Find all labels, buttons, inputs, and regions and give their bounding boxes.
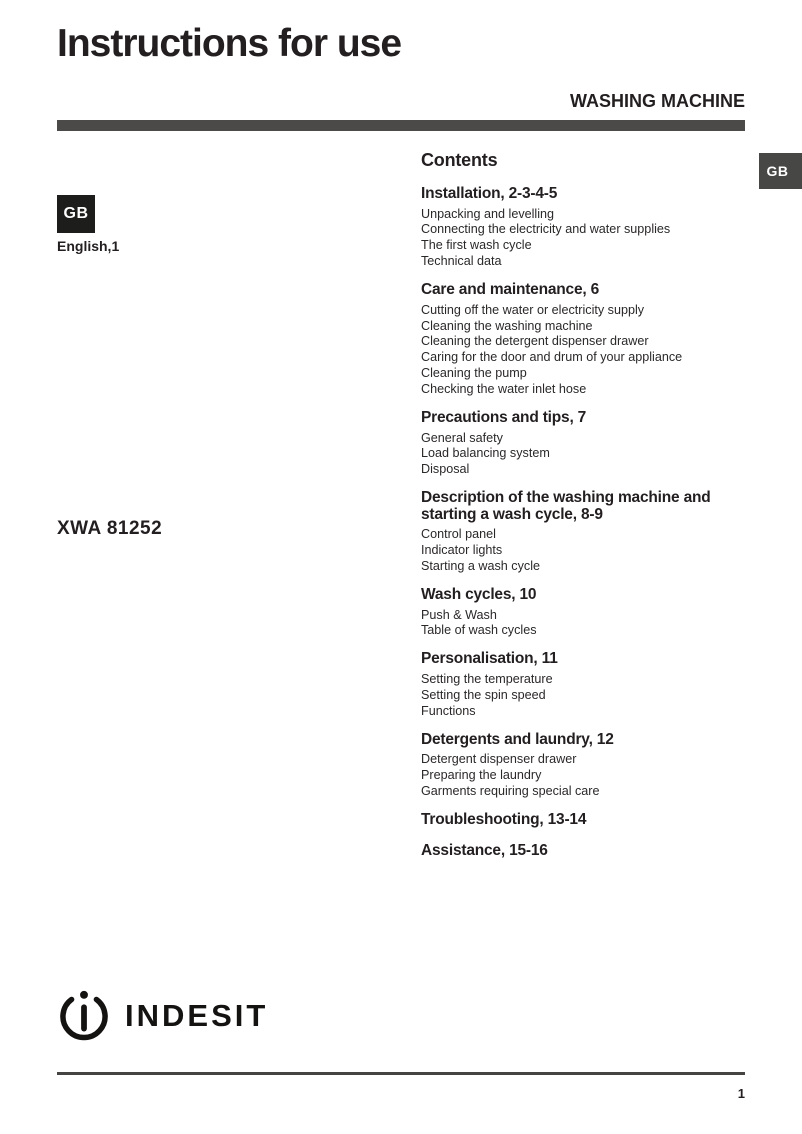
toc-section-8 xyxy=(421,843,751,860)
footer-divider-rule xyxy=(57,1072,745,1075)
side-tab-gb: GB xyxy=(759,153,802,189)
page-number: 1 xyxy=(737,1086,745,1101)
toc-section-title: Personalisation, 11 xyxy=(421,650,558,668)
toc-section-title: Assistance, 15-16 xyxy=(421,842,548,860)
toc-sections xyxy=(421,186,751,860)
toc-item: Control panel xyxy=(421,527,496,542)
toc-section-1 xyxy=(421,282,751,398)
toc-item-list xyxy=(421,303,751,398)
contents-heading: Contents xyxy=(421,150,498,170)
toc-item-list xyxy=(421,431,751,479)
toc-section-7 xyxy=(421,812,751,829)
toc-item-list xyxy=(421,608,751,640)
doc-subtitle: WASHING MACHINE xyxy=(570,91,745,111)
language-badge-gb: GB xyxy=(57,195,95,233)
toc-item: The first wash cycle xyxy=(421,238,532,253)
toc-item: Detergent dispenser drawer xyxy=(421,752,577,767)
toc-item-list xyxy=(421,672,751,720)
toc-section-3 xyxy=(421,490,751,575)
model-number: XWA 81252 xyxy=(57,518,163,539)
toc-section-title: Care and maintenance, 6 xyxy=(421,281,600,299)
toc-section-5 xyxy=(421,651,751,719)
toc-item: Functions xyxy=(421,703,476,718)
toc-item: Cleaning the pump xyxy=(421,366,527,381)
toc-item: Starting a wash cycle xyxy=(421,559,540,574)
toc-item-list xyxy=(421,752,751,800)
toc-section-title: Wash cycles, 10 xyxy=(421,586,537,603)
toc-item-list xyxy=(421,527,751,575)
toc-item: Setting the spin speed xyxy=(421,687,546,702)
toc-item: Load balancing system xyxy=(421,446,550,461)
page-title: Instructions for use xyxy=(57,22,402,65)
brand-logo xyxy=(55,983,268,1043)
brand-name: INDESIT xyxy=(125,998,269,1033)
toc-section-title: Installation, 2-3-4-5 xyxy=(421,185,558,202)
table-of-contents xyxy=(421,150,751,875)
toc-item: Connecting the electricity and water supplies xyxy=(421,222,671,237)
toc-item: Unpacking and levelling xyxy=(421,206,555,221)
toc-item: Push & Wash xyxy=(421,607,497,622)
toc-item: Preparing the laundry xyxy=(421,767,542,782)
toc-item: Disposal xyxy=(421,462,470,477)
toc-section-2 xyxy=(421,410,751,478)
toc-item: General safety xyxy=(421,430,503,445)
toc-item: Cutting off the water or electricity supply xyxy=(421,302,645,317)
toc-item: Table of wash cycles xyxy=(421,623,537,638)
toc-section-4 xyxy=(421,587,751,639)
toc-item: Indicator lights xyxy=(421,543,503,558)
toc-item: Cleaning the detergent dispenser drawer xyxy=(421,334,649,349)
toc-section-6 xyxy=(421,732,751,800)
toc-section-title: Detergents and laundry, 12 xyxy=(421,730,614,748)
toc-item-list xyxy=(421,207,751,271)
toc-section-title: Troubleshooting, 13-14 xyxy=(421,810,587,828)
toc-item: Cleaning the washing machine xyxy=(421,318,593,333)
toc-section-0 xyxy=(421,186,751,270)
toc-item: Garments requiring special care xyxy=(421,783,600,798)
toc-item: Setting the temperature xyxy=(421,671,553,686)
header-divider-bar xyxy=(57,120,745,131)
language-label: English,1 xyxy=(57,238,120,254)
toc-section-title: Description of the washing machine and starting a wash cycle, 8-9 xyxy=(421,489,711,523)
indesit-logo-icon xyxy=(55,983,113,1043)
toc-section-title: Precautions and tips, 7 xyxy=(421,409,587,427)
toc-item: Caring for the door and drum of your appliance xyxy=(421,350,683,365)
toc-item: Technical data xyxy=(421,254,502,269)
toc-item: Checking the water inlet hose xyxy=(421,382,587,397)
